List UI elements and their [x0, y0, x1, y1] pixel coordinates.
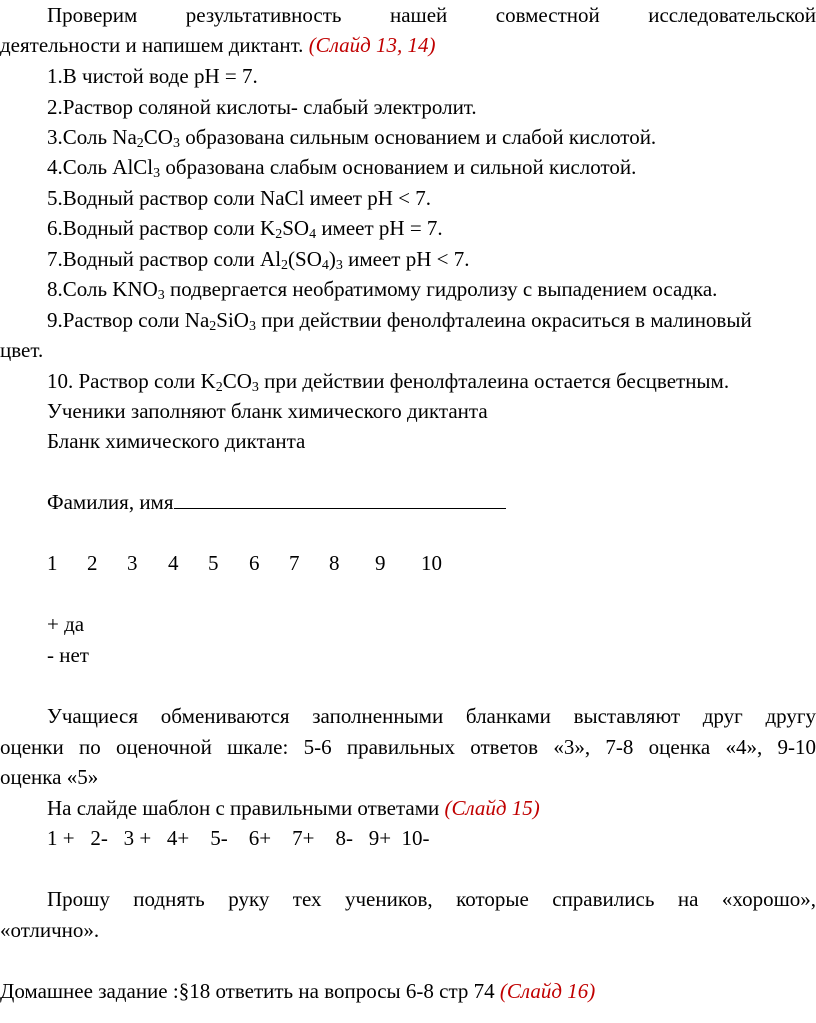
statement-8	[47, 275, 816, 303]
raise-hand-line-1: Прошу поднять руку тех учеников, которые справились на «хорошо»,	[47, 887, 816, 911]
statement-9	[47, 306, 816, 334]
students-fill-text: Ученики заполняют бланк химического диктанта	[47, 399, 488, 423]
s9-e: при действии фенолфталеина окраситься в малиновый	[255, 308, 752, 332]
s9-c: SiO	[216, 308, 249, 332]
s6-a: 6.Водный раствор соли K	[47, 216, 276, 240]
s6-sub2: 4	[309, 227, 317, 242]
s10-sub1: 2	[215, 380, 223, 395]
s3-e: образована сильным основанием и слабой кислотой.	[179, 125, 657, 149]
intro-text: Проверим результативность нашей совместной исследовательской	[47, 3, 816, 27]
statement-9-cont: цвет.	[0, 338, 44, 362]
s6-c: SO	[282, 216, 310, 240]
s6-e: имеет рН = 7.	[316, 216, 443, 240]
answer-number-5: 5	[208, 551, 219, 575]
slide-ref-13-14: (Слайд 13, 14)	[308, 33, 436, 57]
s3-c: CO	[143, 125, 173, 149]
s10-e: при действии фенолфталеина остается бесцветным.	[258, 369, 730, 393]
answer-number-3: 3	[127, 551, 138, 575]
s7-sub2: 4	[321, 258, 329, 273]
statement-2: 2.Раствор соляной кислоты- слабый электролит.	[47, 95, 477, 119]
statement-5: 5.Водный раствор соли NaCl имеет рН < 7.	[47, 186, 431, 210]
answer-number-row	[47, 549, 816, 577]
s7-sub3: 3	[335, 258, 343, 273]
answer-number-2: 2	[87, 551, 98, 575]
s3-a: 3.Соль Na	[47, 125, 137, 149]
s4-sub: 3	[153, 166, 161, 181]
statement-1: 1.В чистой воде рН = 7.	[47, 64, 258, 88]
s10-sub2: 3	[251, 380, 259, 395]
intro-line-1	[47, 1, 816, 29]
s4-c: образована слабым основанием и сильной кислотой.	[160, 155, 637, 179]
statement-10	[47, 367, 816, 395]
exchange-line-1: Учащиеся обмениваются заполненными бланками выставляют друг другу	[47, 704, 816, 728]
name-blank-line	[174, 492, 506, 509]
answer-number-6: 6	[249, 551, 260, 575]
intro-text-2: деятельности и напишем диктант.	[0, 33, 309, 57]
s9-sub1: 2	[209, 319, 217, 334]
s8-sub: 3	[157, 288, 165, 303]
s7-g: имеет рН < 7.	[342, 247, 470, 271]
exchange-line-3: оценка «5»	[0, 765, 99, 789]
answer-number-9: 9	[375, 551, 386, 575]
s9-a: 9.Раствор соли Na	[47, 308, 210, 332]
homework-line	[0, 977, 816, 1005]
s10-c: CO	[222, 369, 252, 393]
intro-line-2	[0, 31, 816, 59]
s3-sub1: 2	[136, 136, 144, 151]
statement-3	[47, 123, 816, 151]
s8-a: 8.Соль KNO	[47, 277, 158, 301]
s6-sub1: 2	[275, 227, 283, 242]
statement-4	[47, 153, 816, 181]
name-label: Фамилия, имя	[47, 490, 174, 514]
answer-number-7: 7	[289, 551, 300, 575]
s8-c: подвергается необратимому гидролизу с выпадением осадка.	[164, 277, 718, 301]
legend-yes: + да	[47, 612, 85, 636]
answer-number-1: 1	[47, 551, 58, 575]
answer-number-10: 10	[421, 551, 442, 575]
statement-7	[47, 245, 816, 273]
form-title: Бланк химического диктанта	[47, 429, 306, 453]
template-line	[47, 794, 816, 822]
legend-no: - нет	[47, 643, 89, 667]
s7-a: 7.Водный раствор соли Al	[47, 247, 282, 271]
statement-6	[47, 214, 816, 242]
correct-answers: 1 + 2- 3 + 4+ 5- 6+ 7+ 8- 9+ 10-	[47, 826, 430, 850]
s3-sub2: 3	[172, 136, 180, 151]
homework-text: Домашнее задание :§18 ответить на вопросы 6-8 стр 74	[0, 979, 500, 1003]
answer-number-8: 8	[329, 551, 340, 575]
s7-e: )	[328, 247, 336, 271]
s4-a: 4.Соль AlCl	[47, 155, 154, 179]
s10-a: 10. Раствор соли K	[47, 369, 216, 393]
raise-hand-line-2: «отлично».	[0, 918, 100, 942]
template-text: На слайде шаблон с правильными ответами	[47, 796, 445, 820]
name-field-row	[47, 488, 816, 516]
s9-sub2: 3	[248, 319, 256, 334]
slide-ref-15: (Слайд 15)	[444, 796, 540, 820]
s7-c: (SO	[288, 247, 322, 271]
exchange-line-2: оценки по оценочной шкале: 5-6 правильных ответов «3», 7-8 оценка «4», 9-10	[0, 735, 816, 759]
slide-ref-16: (Слайд 16)	[499, 979, 596, 1003]
answer-number-4: 4	[168, 551, 179, 575]
s7-sub1: 2	[281, 258, 289, 273]
